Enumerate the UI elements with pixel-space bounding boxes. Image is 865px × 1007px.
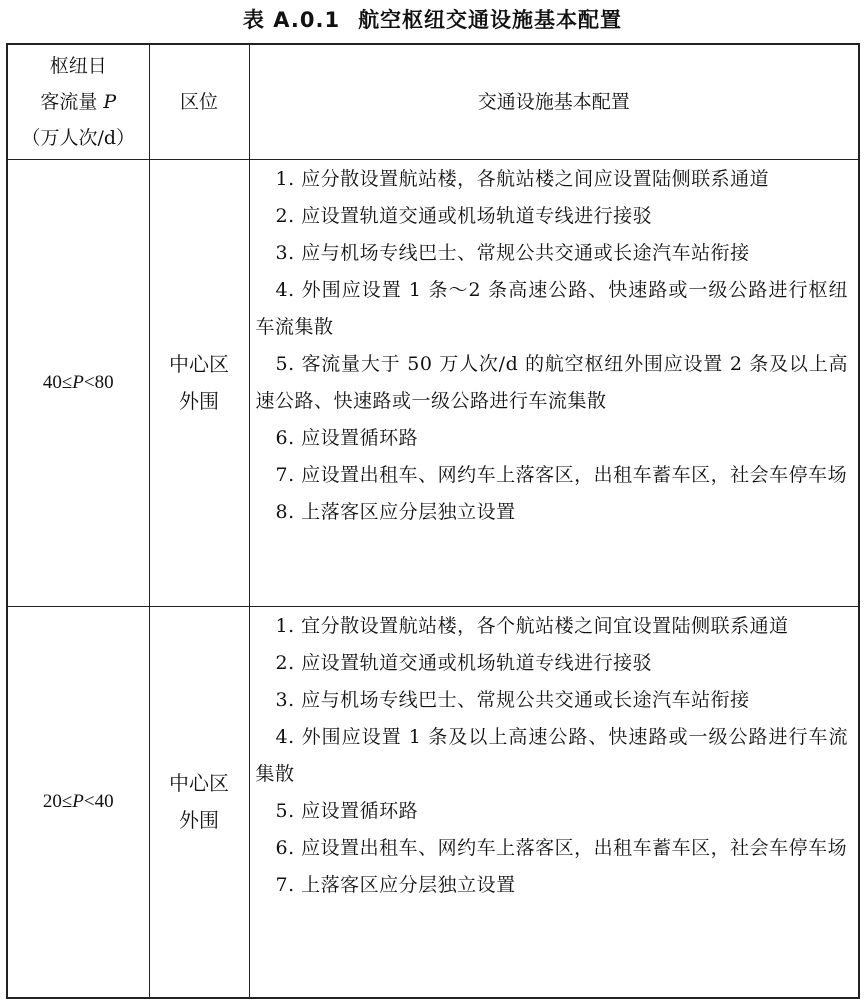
spec-table	[6, 43, 860, 999]
zone-line: 外围	[179, 808, 219, 832]
list-item: 1. 宜分散设置航站楼，各个航站楼之间宜设置陆侧联系通道	[275, 615, 789, 637]
list-item: 5. 应设置循环路	[275, 800, 419, 822]
zone-line: 外围	[179, 389, 219, 413]
header-line: （万人次/d）	[21, 127, 136, 149]
header-line: 枢纽日	[49, 55, 107, 77]
header-row	[7, 44, 859, 160]
list-item: 7. 应设置出租车、网约车上落客区，出租车蓄车区，社会车停车场	[275, 464, 848, 486]
list-item: 8. 上落客区应分层独立设置	[275, 501, 516, 523]
table-title	[0, 6, 865, 34]
list-item: 7. 上落客区应分层独立设置	[275, 874, 516, 896]
table-row	[7, 607, 859, 999]
list-item: 3. 应与机场专线巴士、常规公共交通或长途汽车站衔接	[275, 242, 750, 264]
range-value: 40≤P<80	[42, 372, 114, 393]
list-item: 2. 应设置轨道交通或机场轨道专线进行接驳	[275, 205, 653, 227]
items-cell	[249, 607, 859, 999]
variable-p: P	[72, 372, 84, 393]
table-number: 表 A.0.1	[242, 8, 341, 32]
table-row	[7, 160, 859, 607]
list-item: 6. 应设置出租车、网约车上落客区，出租车蓄车区，社会车停车场	[275, 837, 848, 859]
list-item: 5. 客流量大于 50 万人次/d 的航空枢纽外围应设置 2 条及以上高速公路、快速路或一级公路进行车流集散	[255, 353, 848, 412]
list-item: 6. 应设置循环路	[275, 427, 419, 449]
variable-p: P	[72, 791, 84, 812]
list-item: 3. 应与机场专线巴士、常规公共交通或长途汽车站衔接	[275, 689, 750, 711]
zone-cell	[149, 160, 249, 607]
range-cell	[7, 607, 149, 999]
list-item: 4. 外围应设置 1 条～2 条高速公路、快速路或一级公路进行枢纽车流集散	[255, 279, 848, 338]
header-passenger-flow	[7, 44, 149, 160]
items-cell	[249, 160, 859, 607]
zone-line: 中心区	[169, 771, 229, 795]
range-cell	[7, 160, 149, 607]
header-location: 区位	[149, 44, 249, 160]
zone-cell	[149, 607, 249, 999]
list-item: 2. 应设置轨道交通或机场轨道专线进行接驳	[275, 652, 653, 674]
range-value: 20≤P<40	[42, 791, 114, 812]
list-item: 4. 外围应设置 1 条及以上高速公路、快速路或一级公路进行车流集散	[255, 726, 848, 785]
list-item: 1. 应分散设置航站楼，各航站楼之间应设置陆侧联系通道	[275, 168, 770, 190]
zone-line: 中心区	[169, 352, 229, 376]
header-facilities: 交通设施基本配置	[249, 44, 859, 160]
header-line: 客流量 P	[40, 91, 117, 113]
table-caption: 航空枢纽交通设施基本配置	[358, 8, 623, 32]
variable-p: P	[103, 91, 117, 113]
